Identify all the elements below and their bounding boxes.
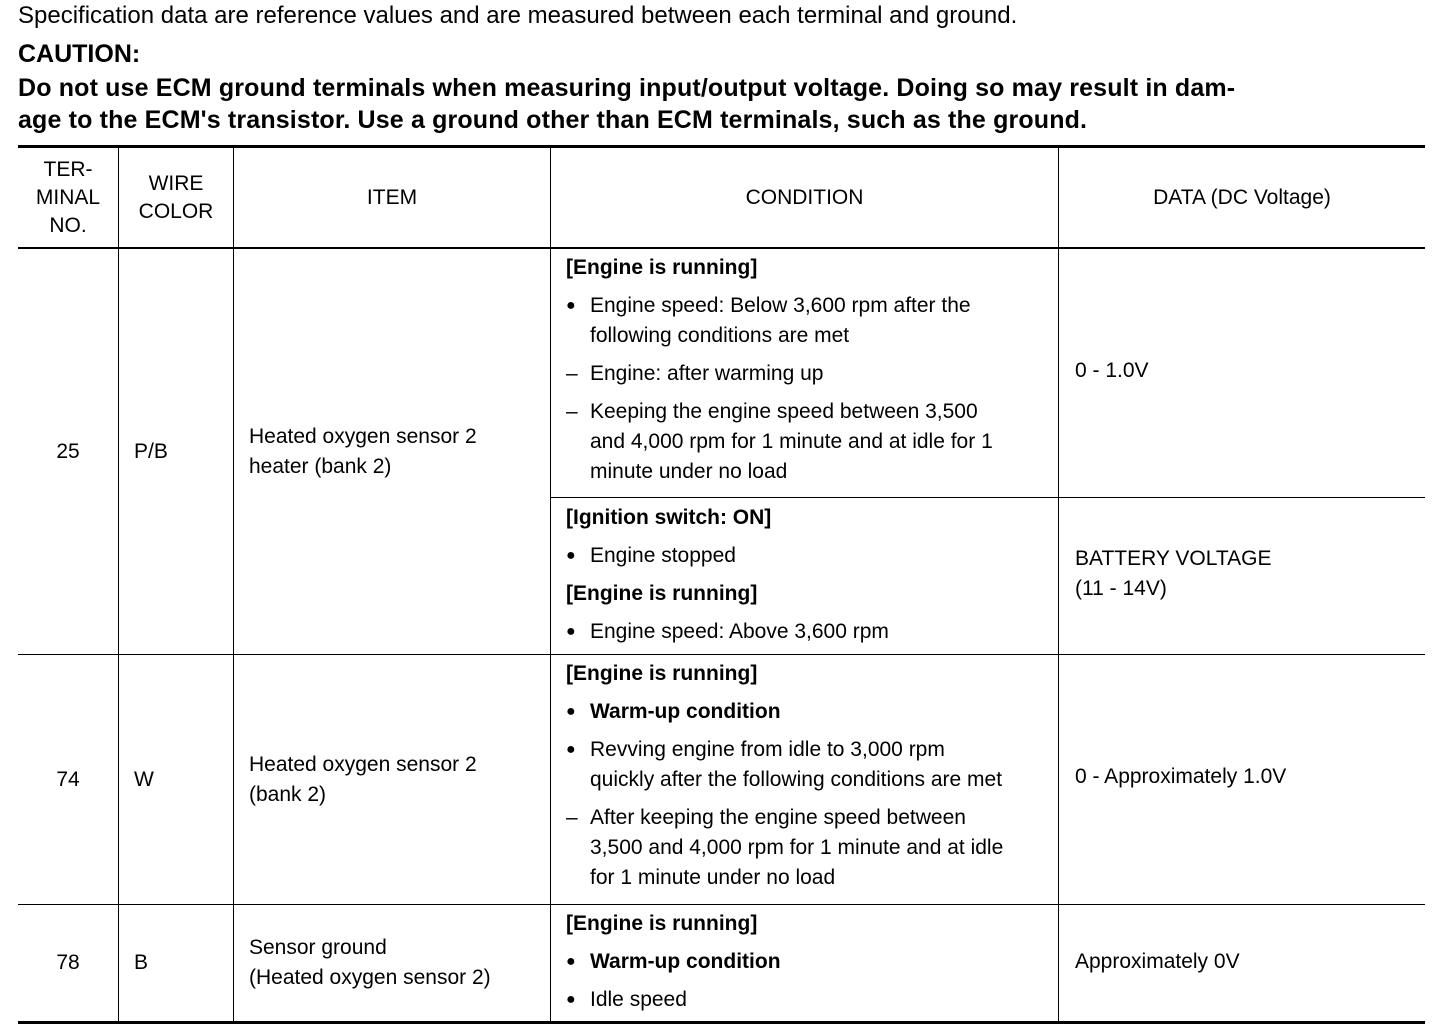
header-condition: CONDITION bbox=[745, 185, 864, 209]
header-data: DATA (DC Voltage) bbox=[1153, 185, 1331, 209]
bullet-icon: ● bbox=[566, 953, 576, 970]
condition-25-running: [Engine is running] ● Engine speed: Below 3,600 rpm after the following conditions are met – Engine: after warming up – Keeping the engine speed between 3,500 and 4,000 rpm for 1 minute and at idle for 1 minute under no load bbox=[566, 253, 1056, 495]
bullet-icon: ● bbox=[566, 991, 576, 1008]
wire-78: B bbox=[134, 951, 149, 974]
col-divider-4 bbox=[1058, 148, 1059, 1021]
data-78: Approximately 0V bbox=[1075, 950, 1240, 973]
bullet-icon: ● bbox=[566, 297, 576, 314]
col-divider-3 bbox=[550, 148, 551, 1021]
data-74: 0 - Approximately 1.0V bbox=[1075, 765, 1287, 788]
intro-text: Specification data are reference values and are measured between each terminal and ground. bbox=[18, 2, 1018, 29]
item-25: Heated oxygen sensor 2 heater (bank 2) bbox=[249, 424, 477, 478]
item-74: Heated oxygen sensor 2 (bank 2) bbox=[249, 752, 477, 806]
wire-25: P/B bbox=[134, 439, 168, 463]
caution-line-1: Do not use ECM ground terminals when measuring input/output voltage. Doing so may result in dam- bbox=[18, 74, 1236, 102]
terminal-74: 74 bbox=[56, 767, 80, 791]
data-25-ignition: BATTERY VOLTAGE (11 - 14V) bbox=[1075, 547, 1272, 600]
header-wire-color: WIRE COLOR bbox=[138, 171, 214, 223]
col-divider-2 bbox=[233, 148, 234, 1021]
terminal-78: 78 bbox=[56, 951, 80, 974]
caution-body bbox=[18, 72, 1424, 136]
item-78: Sensor ground (Heated oxygen sensor 2) bbox=[249, 936, 491, 989]
header-terminal-no: TER- MINAL NO. bbox=[35, 157, 101, 237]
bullet-icon: ● bbox=[566, 547, 576, 564]
caution-line-2: age to the ECM's transistor. Use a ground other than ECM terminals, such as the ground. bbox=[18, 106, 1088, 134]
bullet-icon: ● bbox=[566, 741, 576, 758]
bullet-icon: ● bbox=[566, 703, 576, 720]
header-item: ITEM bbox=[366, 185, 418, 209]
row-25-split-rule bbox=[551, 497, 1425, 498]
condition-78: [Engine is running] ● Warm-up condition ● Idle speed bbox=[566, 909, 1056, 1023]
dash-icon: – bbox=[566, 400, 578, 423]
terminal-25: 25 bbox=[56, 439, 80, 463]
condition-25-ignition: [Ignition switch: ON] ● Engine stopped [Engine is running] ● Engine speed: Above 3,600 rpm bbox=[566, 503, 1056, 655]
dash-icon: – bbox=[566, 806, 578, 829]
wire-74: W bbox=[134, 767, 154, 791]
caution-title: CAUTION: bbox=[18, 40, 141, 68]
bullet-icon: ● bbox=[566, 623, 576, 640]
dash-icon: – bbox=[566, 362, 578, 385]
data-25-running: 0 - 1.0V bbox=[1075, 359, 1149, 382]
condition-74: [Engine is running] ● Warm-up condition ● Revving engine from idle to 3,000 rpm quickly after the following conditions are met – After keeping the engine speed between 3,500 and 4,000 rpm for 1 minute and at idle for 1 minute under no load bbox=[566, 659, 1056, 901]
col-divider-1 bbox=[118, 148, 119, 1021]
